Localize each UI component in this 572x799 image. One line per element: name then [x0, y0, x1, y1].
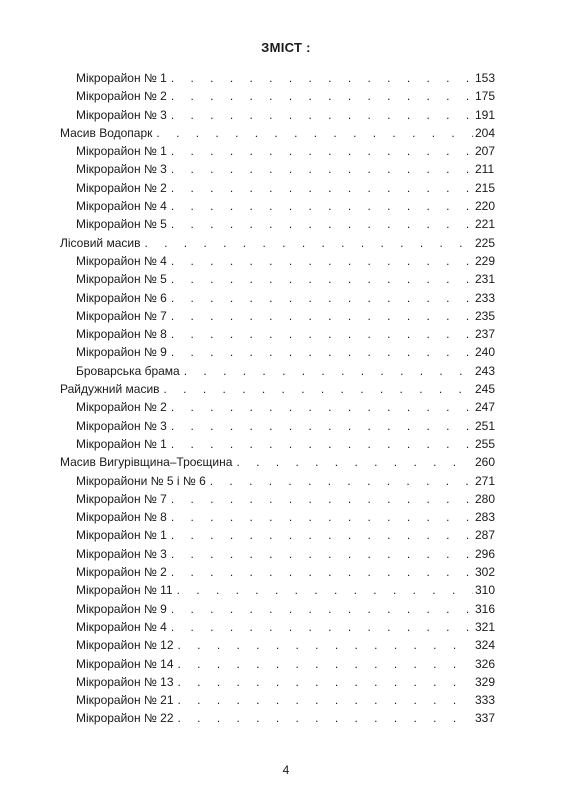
- toc-entry-page: 229: [475, 253, 496, 268]
- toc-dot-leader: [171, 325, 473, 343]
- toc-dot-leader: [171, 179, 473, 197]
- toc-entry-label: Мікрорайон № 3: [76, 418, 167, 433]
- toc-dot-leader: [171, 69, 473, 87]
- toc-entry-label: Мікрорайон № 5: [76, 217, 167, 232]
- toc-entry-page: 321: [475, 619, 496, 634]
- toc-entry-page: 175: [475, 89, 496, 104]
- toc-dot-leader: [171, 270, 473, 288]
- toc-dot-leader: [171, 618, 473, 636]
- toc-entry-page: 215: [475, 180, 496, 195]
- toc-entry-page: 251: [475, 418, 496, 433]
- toc-entry-label: Мікрорайон № 4: [76, 253, 167, 268]
- toc-entry-label: Масив Водопарк: [60, 125, 153, 140]
- toc-dot-leader: [171, 142, 473, 160]
- toc-entry-page: 245: [475, 382, 496, 397]
- toc-subsection-entry: [60, 636, 496, 654]
- toc-entry-page: 296: [475, 546, 496, 561]
- toc-dot-leader: [178, 691, 474, 709]
- toc-entry-page: 211: [475, 162, 495, 177]
- toc-dot-leader: [171, 398, 473, 416]
- toc-subsection-entry: [60, 289, 496, 307]
- toc-dot-leader: [164, 380, 473, 398]
- toc-dot-leader: [171, 197, 473, 215]
- toc-entry-page: 235: [475, 308, 496, 323]
- toc-dot-leader: [171, 160, 473, 178]
- toc-dot-leader: [171, 600, 473, 618]
- toc-subsection-entry: [60, 673, 496, 691]
- toc-entry-label: Мікрорайон № 21: [76, 693, 174, 708]
- toc-subsection-entry: [60, 600, 496, 618]
- toc-entry-page: 240: [475, 345, 496, 360]
- toc-dot-leader: [178, 636, 474, 654]
- toc-subsection-entry: [60, 307, 496, 325]
- toc-subsection-entry: [60, 142, 496, 160]
- toc-subsection-entry: [60, 545, 496, 563]
- toc-entry-page: 204: [475, 125, 496, 140]
- toc-entry-page: 207: [475, 144, 496, 159]
- toc-subsection-entry: [60, 87, 496, 105]
- toc-dot-leader: [171, 252, 473, 270]
- toc-dot-leader: [236, 453, 473, 471]
- toc-entry-page: 237: [475, 327, 496, 342]
- toc-dot-leader: [156, 124, 473, 142]
- toc-entry-page: 220: [475, 199, 496, 214]
- toc-subsection-entry: [60, 490, 496, 508]
- toc-dot-leader: [177, 581, 473, 599]
- toc-entry-page: 287: [475, 528, 496, 543]
- toc-subsection-entry: [60, 160, 493, 178]
- toc-subsection-entry: [60, 709, 496, 727]
- toc-entry-page: 225: [475, 235, 496, 250]
- toc-entry-label: Лісовий масив: [60, 235, 141, 250]
- toc-subsection-entry: [60, 197, 496, 215]
- toc-section-entry: [60, 234, 496, 252]
- toc-subsection-entry: [60, 215, 496, 233]
- toc-entry-label: Мікрорайон № 2: [76, 400, 167, 415]
- toc-entry-label: Мікрорайон № 1: [76, 71, 167, 85]
- toc-entry-page: 191: [475, 107, 496, 122]
- toc-dot-leader: [171, 343, 473, 361]
- toc-entry-label: Масив Вигурівщина–Троєщина: [60, 455, 233, 470]
- toc-entry-page: 283: [475, 510, 496, 525]
- toc-entry-label: Мікрорайон № 12: [76, 638, 174, 653]
- toc-entry-label: Мікрорайон № 13: [76, 674, 174, 689]
- table-of-contents: [60, 69, 496, 728]
- toc-dot-leader: [171, 490, 473, 508]
- toc-entry-label: Мікрорайон № 11: [76, 583, 173, 598]
- toc-dot-leader: [144, 234, 473, 252]
- toc-subsection-entry: [60, 325, 496, 343]
- toc-dot-leader: [171, 307, 473, 325]
- toc-entry-label: Мікрорайон № 6: [76, 290, 167, 305]
- toc-subsection-entry: [60, 472, 496, 490]
- toc-entry-label: Райдужний масив: [60, 382, 160, 397]
- toc-entry-page: 243: [475, 363, 496, 378]
- toc-entry-page: 324: [475, 638, 496, 653]
- toc-subsection-entry: [60, 398, 496, 416]
- toc-subsection-entry: [60, 252, 496, 270]
- toc-entry-label: Мікрорайон № 3: [76, 107, 167, 122]
- toc-section-entry: [60, 124, 496, 142]
- toc-subsection-entry: [60, 270, 496, 288]
- toc-section-entry: [60, 380, 496, 398]
- toc-dot-leader: [171, 545, 473, 563]
- toc-dot-leader: [178, 709, 474, 727]
- toc-dot-leader: [171, 87, 473, 105]
- toc-section-entry: [60, 453, 496, 471]
- toc-entry-page: 302: [475, 565, 496, 580]
- toc-entry-label: Мікрорайон № 9: [76, 345, 167, 360]
- toc-subsection-entry: [60, 691, 496, 709]
- toc-entry-label: Мікрорайон № 2: [76, 565, 167, 580]
- toc-entry-page: 329: [475, 674, 496, 689]
- toc-dot-leader: [171, 289, 473, 307]
- toc-dot-leader: [171, 508, 473, 526]
- toc-entry-label: Броварська брама: [76, 363, 180, 378]
- toc-entry-label: Мікрорайон № 7: [76, 491, 167, 506]
- toc-entry-label: Мікрорайон № 9: [76, 601, 167, 616]
- toc-entry-page: 271: [475, 473, 496, 488]
- toc-subsection-entry: [60, 508, 496, 526]
- toc-subsection-entry: [60, 69, 496, 87]
- toc-entry-label: Мікрорайон № 8: [76, 327, 167, 342]
- toc-subsection-entry: [60, 655, 496, 673]
- toc-subsection-entry: [60, 526, 496, 544]
- toc-dot-leader: [171, 417, 473, 435]
- toc-entry-label: Мікрорайон № 1: [76, 436, 167, 451]
- toc-entry-page: 337: [475, 711, 496, 726]
- toc-subsection-entry: [60, 179, 496, 197]
- toc-dot-leader: [184, 362, 473, 380]
- toc-entry-page: 333: [475, 693, 496, 708]
- toc-entry-page: 153: [475, 71, 496, 85]
- toc-subsection-entry: [60, 618, 496, 636]
- toc-dot-leader: [171, 215, 473, 233]
- toc-entry-label: Мікрорайон № 2: [76, 89, 167, 104]
- toc-entry-label: Мікрорайон № 1: [76, 144, 167, 159]
- toc-entry-label: Мікрорайон № 3: [76, 546, 167, 561]
- toc-entry-page: 260: [475, 455, 496, 470]
- toc-entry-page: 310: [475, 583, 496, 598]
- toc-entry-page: 316: [475, 601, 496, 616]
- toc-entry-label: Мікрорайон № 2: [76, 180, 167, 195]
- toc-entry-label: Мікрорайон № 1: [76, 528, 167, 543]
- toc-entry-label: Мікрорайон № 22: [76, 711, 174, 726]
- toc-subsection-entry: [60, 343, 496, 361]
- toc-dot-leader: [210, 472, 473, 490]
- toc-subsection-entry: [60, 106, 496, 124]
- toc-subsection-entry: [60, 581, 496, 599]
- toc-entry-label: Мікрорайон № 14: [76, 656, 174, 671]
- page-number: 4: [282, 763, 290, 777]
- page-title: ЗМІСТ :: [261, 40, 311, 55]
- toc-subsection-entry: [60, 563, 496, 581]
- toc-entry-label: Мікрорайон № 3: [76, 162, 167, 177]
- toc-entry-page: 221: [475, 217, 496, 232]
- toc-entry-page: 255: [475, 436, 496, 451]
- toc-entry-label: Мікрорайон № 5: [76, 272, 167, 287]
- toc-entry-page: 233: [475, 290, 496, 305]
- toc-entry-label: Мікрорайон № 8: [76, 510, 167, 525]
- toc-subsection-entry: [60, 417, 496, 435]
- toc-entry-page: 231: [475, 272, 496, 287]
- toc-entry-page: 326: [475, 656, 496, 671]
- toc-dot-leader: [171, 106, 473, 124]
- toc-dot-leader: [178, 673, 474, 691]
- toc-entry-label: Мікрорайон № 4: [76, 619, 167, 634]
- toc-entry-label: Мікрорайони № 5 і № 6: [76, 473, 206, 488]
- toc-subsection-entry: [60, 362, 496, 380]
- toc-dot-leader: [171, 435, 473, 453]
- toc-dot-leader: [171, 526, 473, 544]
- toc-entry-page: 247: [475, 400, 496, 415]
- toc-entry-page: 280: [475, 491, 496, 506]
- toc-dot-leader: [178, 655, 474, 673]
- toc-entry-label: Мікрорайон № 4: [76, 199, 167, 214]
- toc-subsection-entry: [60, 435, 496, 453]
- toc-entry-label: Мікрорайон № 7: [76, 308, 167, 323]
- toc-dot-leader: [171, 563, 473, 581]
